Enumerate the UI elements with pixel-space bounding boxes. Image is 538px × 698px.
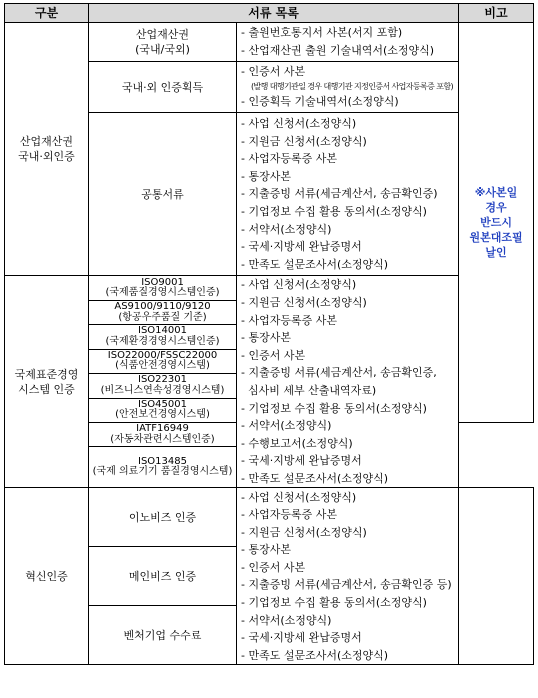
cert-name: ISO13485 (국제 의료기기 품질경영시스템) <box>89 447 237 488</box>
cert-name: ISO45001 (안전보건경영시스템) <box>89 398 237 422</box>
remark-line: 반드시 <box>480 215 512 229</box>
doc-item: - 산업재산권 출원 기술내역서(소정양식) <box>241 44 435 57</box>
doc-item: - 만족도 설문조사서(소정양식) <box>241 257 389 271</box>
document-table <box>4 3 534 665</box>
doc-item: - 출원번호통지서 사본(서지 포함) <box>241 26 403 40</box>
section-label-ip: 산업재산권 국내·외인증 <box>5 23 89 276</box>
doc-item: - 서약서(소정양식) <box>241 222 332 236</box>
doc-list <box>237 23 459 62</box>
doc-list <box>237 62 459 113</box>
doc-item: - 인증서 사본 <box>241 348 306 362</box>
cert-name: ISO22000/FSSC22000 (식품안전경영시스템) <box>89 349 237 373</box>
table-row <box>5 276 534 300</box>
doc-item: - 사업 신청서(소정양식) <box>241 278 357 292</box>
doc-item: 심사비 세부 산출내역자료) <box>241 383 377 397</box>
remark-line: 원본대조필 <box>469 230 523 244</box>
doc-item: - 서약서(소정양식) <box>241 613 332 627</box>
doc-list <box>237 276 459 488</box>
doc-item: - 지원금 신청서(소정양식) <box>241 525 367 539</box>
header-category: 구분 <box>5 4 89 23</box>
section-label-innovation: 혁신인증 <box>5 488 89 665</box>
table-header <box>5 4 534 23</box>
doc-item: - 지원금 신청서(소정양식) <box>241 295 367 309</box>
doc-item: - 인증서 사본 <box>241 560 306 574</box>
doc-item: - 통장사본 <box>241 543 291 557</box>
doc-list <box>237 488 459 665</box>
sub-category: 이노비즈 인증 <box>89 488 237 547</box>
doc-item: - 지출증빙 서류(세금계산서, 송금확인증) <box>241 187 438 201</box>
header-remarks: 비고 <box>459 4 534 23</box>
remark-empty <box>459 488 534 665</box>
sub-category: 벤처기업 수수료 <box>89 606 237 665</box>
cert-name: IATF16949 (자동차관련시스템인증) <box>89 422 237 447</box>
remark-line: 경우 <box>485 200 507 214</box>
doc-item: - 국세·지방세 완납증명서 <box>241 454 362 468</box>
doc-item: - 사업자등록증 사본 <box>241 508 337 522</box>
doc-item: - 지출증빙 서류(세금계산서, 송금확인증 등) <box>241 578 452 592</box>
table-row <box>5 488 534 547</box>
sub-category: 공통서류 <box>89 113 237 276</box>
sub-category: 국내·외 인증획득 <box>89 62 237 113</box>
cert-name: ISO14001 (국제환경경영시스템인증) <box>89 325 237 349</box>
doc-item: - 국세·지방세 완납증명서 <box>241 240 362 254</box>
sub-category: 메인비즈 인증 <box>89 547 237 606</box>
doc-item: - 사업 신청서(소정양식) <box>241 117 357 130</box>
remark-line: ※사본일 <box>474 185 518 199</box>
remark-note <box>459 23 534 423</box>
cert-name: ISO9001 (국제품질경영시스템인증) <box>89 276 237 300</box>
doc-item: - 사업자등록증 사본 <box>241 313 337 327</box>
sub-category: 산업재산권 (국내/국외) <box>89 23 237 62</box>
doc-item: - 기업정보 수집 활용 동의서(소정양식) <box>241 401 427 415</box>
doc-item: - 통장사본 <box>241 331 291 345</box>
doc-list <box>237 113 459 276</box>
header-documents: 서류 목록 <box>89 4 459 23</box>
cert-name: ISO22301 (비즈니스연속성경영시스템) <box>89 374 237 398</box>
section-label-iso: 국제표준경영 시스템 인증 <box>5 276 89 488</box>
doc-item: - 인증획득 기술내역서(소정양식) <box>241 95 399 108</box>
doc-item: - 인증서 사본 <box>241 65 306 79</box>
doc-item: - 기업정보 수집 활용 동의서(소정양식) <box>241 596 427 610</box>
doc-item: - 통장사본 <box>241 169 291 183</box>
doc-item: - 사업자등록증 사본 <box>241 152 337 166</box>
doc-item: - 지출증빙 서류(세금계산서, 송금확인증, <box>241 366 437 380</box>
remark-line: 날인 <box>485 245 507 259</box>
doc-item: - 기업정보 수집 활용 동의서(소정양식) <box>241 204 427 218</box>
doc-item: - 국세·지방세 완납증명서 <box>241 631 362 645</box>
doc-item: - 만족도 설문조사서(소정양식) <box>241 648 389 662</box>
doc-item: - 수행보고서(소정양식) <box>241 436 353 450</box>
doc-item-note: (발행 대행기관일 경우 대행기관 지정인증서 사업자등록증 포함) <box>251 82 454 91</box>
cert-name: AS9100/9110/9120 (항공우주품질 기준) <box>89 300 237 324</box>
doc-item: - 사업 신청서(소정양식) <box>241 490 357 504</box>
doc-item: - 만족도 설문조사서(소정양식) <box>241 471 389 485</box>
doc-item: - 지원금 신청서(소정양식) <box>241 134 367 148</box>
doc-item: - 서약서(소정양식) <box>241 419 332 433</box>
table-row <box>5 23 534 62</box>
